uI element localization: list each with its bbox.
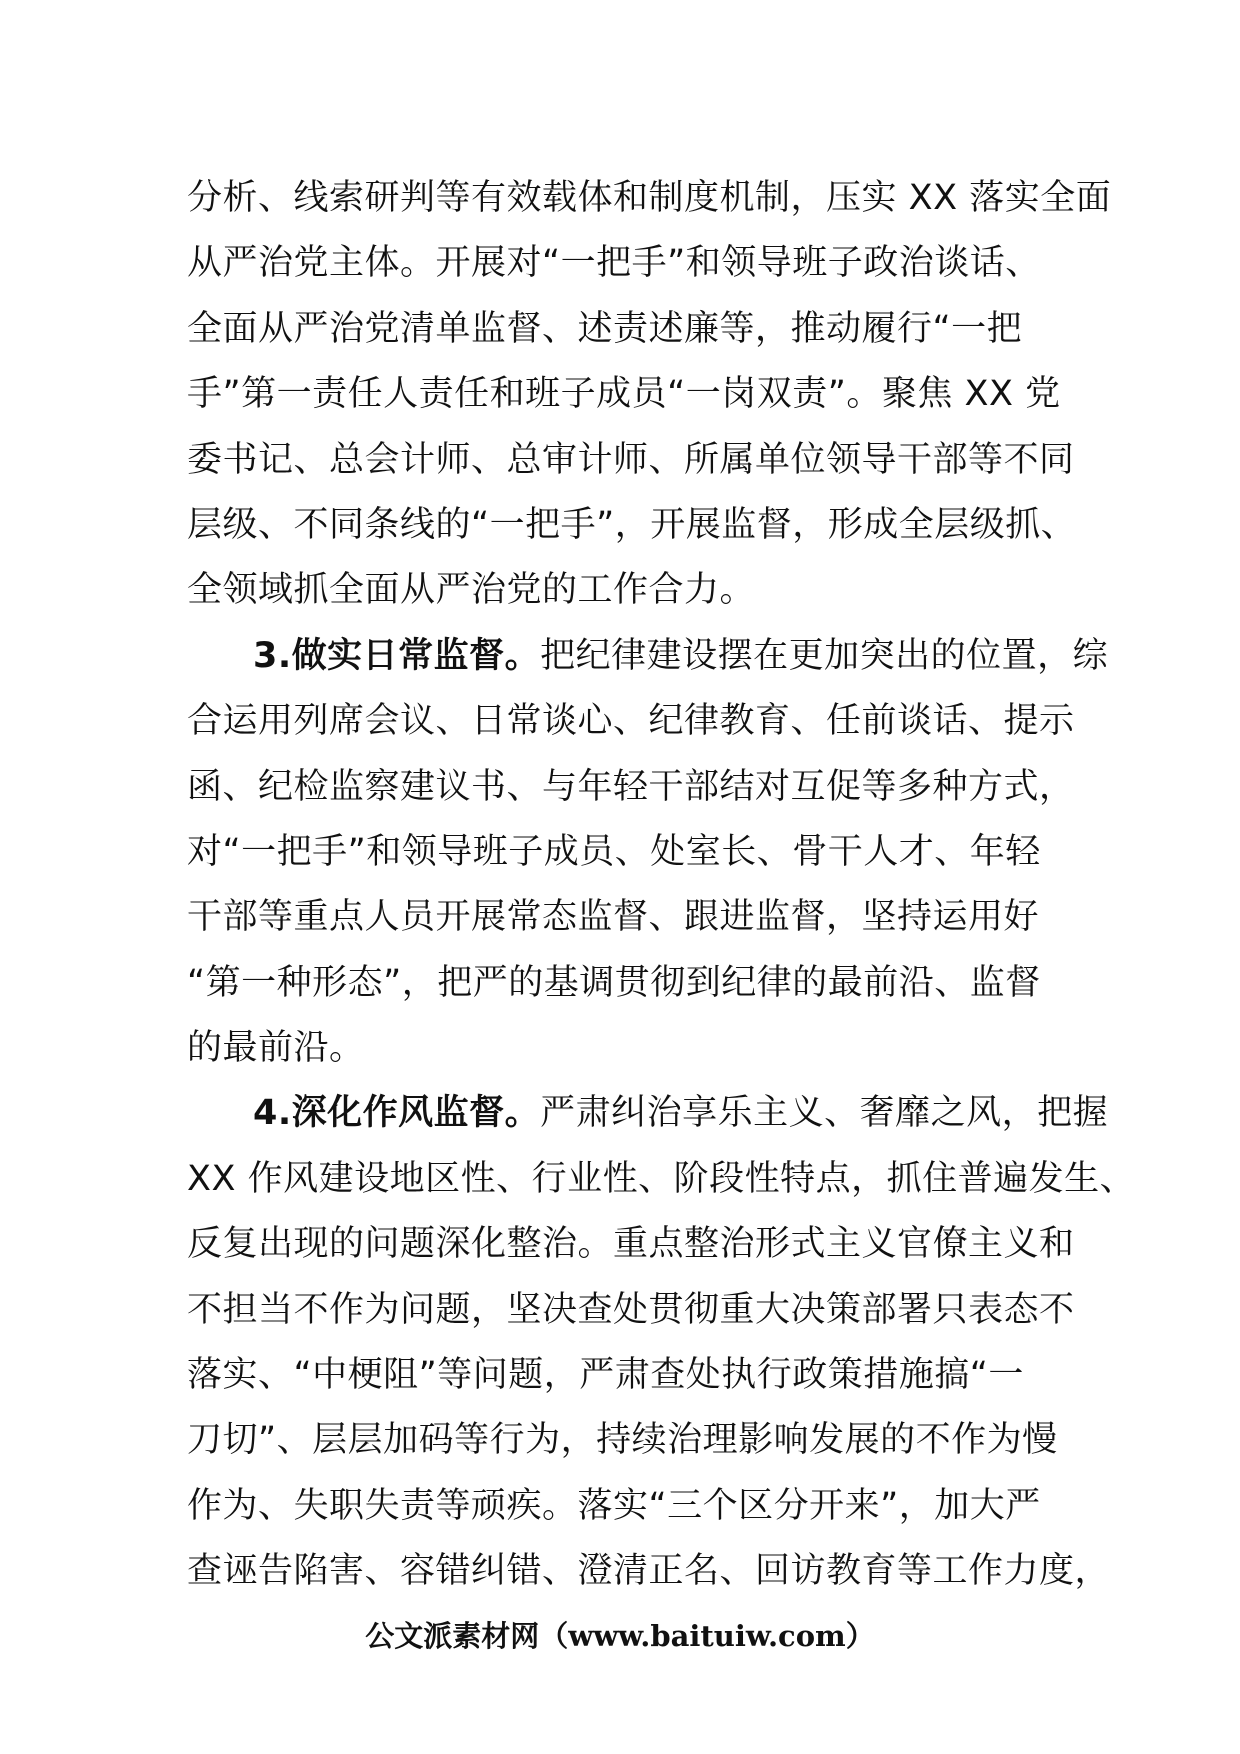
line-text: 从严治党主体。开展对“一把手”和领导班子政治谈话、 — [187, 243, 1041, 284]
section-heading: 3.做实日常监督。 — [253, 635, 541, 676]
line-text: 反复出现的问题深化整治。重点整治形式主义官僚主义和 — [187, 1224, 1075, 1265]
body-text — [187, 166, 1136, 1605]
text-line — [187, 885, 1067, 950]
text-line — [187, 166, 1112, 231]
line-text: 全面从严治党清单监督、述责述廉等，推动履行“一把 — [187, 308, 1023, 349]
line-text: 不担当不作为问题，坚决查处贯彻重大决策部署只表态不 — [187, 1289, 1075, 1330]
line-text: 把纪律建设摆在更加突出的位置，综 — [540, 635, 1109, 676]
text-line — [187, 558, 1067, 623]
text-line — [187, 1278, 1075, 1343]
text-line — [187, 1343, 1067, 1408]
text-line — [187, 428, 1075, 493]
line-text: “第一种形态”，把严的基调贯彻到纪律的最前沿、监督 — [187, 962, 1041, 1003]
line-text: 刀切”、层层加码等行为，持续治理影响发展的不作为慢 — [187, 1420, 1058, 1461]
text-line — [187, 820, 1067, 885]
text-line — [187, 297, 1067, 362]
line-text: 严肃纠治享乐主义、奢靡之风，把握 — [540, 1093, 1109, 1134]
line-text: 全领域抓全面从严治党的工作合力。 — [187, 570, 756, 611]
line-text: 手”第一责任人责任和班子成员“一岗双责”。聚焦 XX 党 — [187, 374, 1061, 415]
section-heading: 4.深化作风监督。 — [253, 1093, 541, 1134]
line-text: XX 作风建设地区性、行业性、阶段性特点，抓住普遍发生、 — [187, 1158, 1136, 1199]
line-text: 作为、失职失责等顽疾。落实“三个区分开来”，加大严 — [187, 1485, 1041, 1526]
text-line — [187, 755, 1075, 820]
text-line — [187, 231, 1067, 296]
paragraph-first-line — [187, 1081, 1109, 1146]
line-text: 函、纪检监察建议书、与年轻干部结对互促等多种方式， — [187, 766, 1075, 807]
line-text: 委书记、总会计师、总审计师、所属单位领导干部等不同 — [187, 439, 1075, 480]
text-line — [187, 1016, 1067, 1081]
line-text: 分析、线索研判等有效载体和制度机制，压实 XX 落实全面 — [187, 178, 1112, 218]
line-text: 对“一把手”和领导班子成员、处室长、骨干人才、年轻 — [187, 831, 1041, 872]
line-text: 的最前沿。 — [187, 1028, 365, 1069]
text-line — [187, 951, 1067, 1016]
text-line — [187, 1539, 1111, 1604]
paragraph-first-line — [187, 624, 1109, 689]
footer-watermark: 公文派素材网（www.baituiw.com） — [365, 1619, 875, 1653]
text-line — [187, 689, 1075, 754]
text-line — [187, 1212, 1075, 1277]
line-text: 合运用列席会议、日常谈心、纪律教育、任前谈话、提示 — [187, 701, 1075, 742]
text-line — [187, 1408, 1067, 1473]
text-line — [187, 1147, 1136, 1212]
line-text: 落实、“中梗阻”等问题，严肃查处执行政策措施搞“一 — [187, 1355, 1024, 1396]
line-text: 查诬告陷害、容错纠错、澄清正名、回访教育等工作力度， — [187, 1551, 1111, 1592]
text-line — [187, 362, 1067, 427]
text-line — [187, 1474, 1067, 1539]
line-text: 层级、不同条线的“一把手”，开展监督，形成全层级抓、 — [187, 504, 1077, 545]
text-line — [187, 493, 1077, 558]
line-text: 干部等重点人员开展常态监督、跟进监督，坚持运用好 — [187, 897, 1040, 938]
